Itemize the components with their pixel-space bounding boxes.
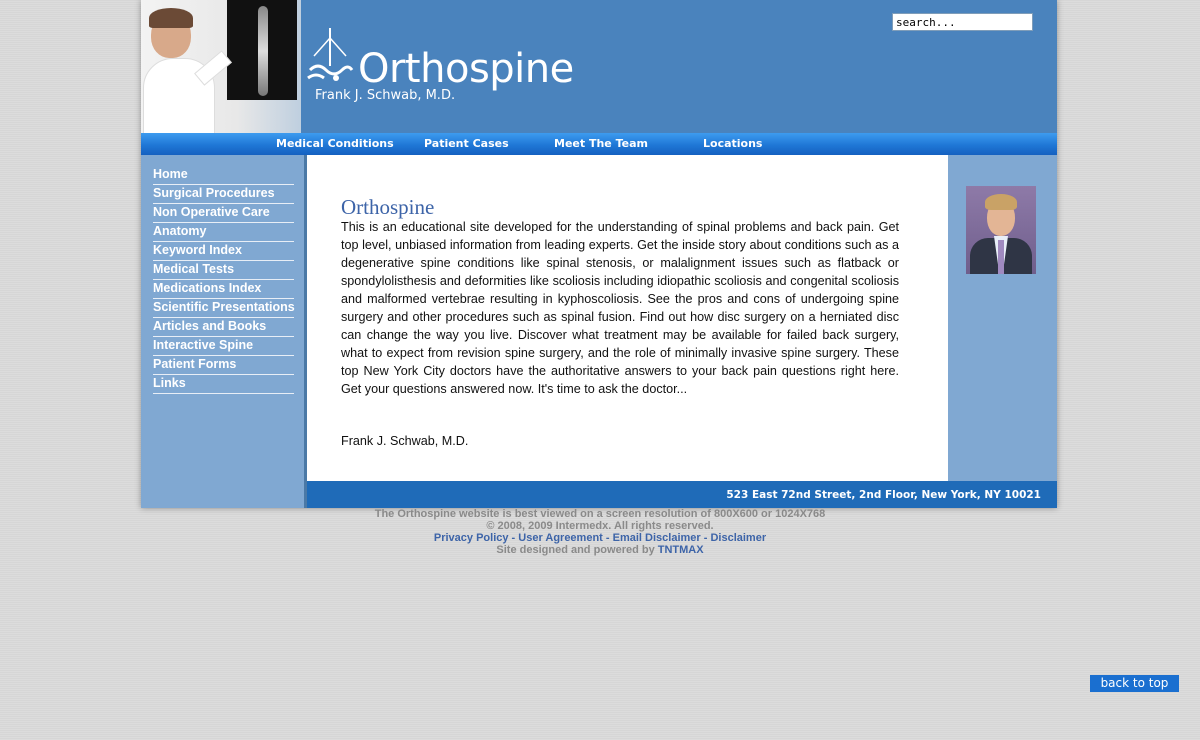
- sidebar-item-articles-and-books[interactable]: Articles and Books: [153, 318, 294, 337]
- powered-by-text: Site designed and powered by: [496, 544, 655, 556]
- page-wrapper: [141, 0, 1057, 508]
- sidebar: [141, 155, 304, 508]
- address-text: 523 East 72nd Street, 2nd Floor, New York, NY 10021: [726, 489, 1041, 501]
- sidebar-item-anatomy[interactable]: Anatomy: [153, 223, 294, 242]
- sidebar-item-patient-forms[interactable]: Patient Forms: [153, 356, 294, 375]
- right-column: [948, 155, 1057, 481]
- footer-links: [0, 532, 1200, 544]
- main-content: [307, 155, 948, 481]
- sidebar-item-medications-index[interactable]: Medications Index: [153, 280, 294, 299]
- page-title: Orthospine: [341, 195, 435, 219]
- powered-by: [0, 544, 1200, 556]
- copyright: © 2008, 2009 Intermedx. All rights reserved.: [486, 520, 714, 532]
- nav-locations[interactable]: Locations: [703, 137, 763, 150]
- privacy-policy-link[interactable]: Privacy Policy: [433, 532, 509, 544]
- user-agreement-link[interactable]: User Agreement: [518, 532, 603, 544]
- footer-link-separator: -: [508, 532, 519, 544]
- top-navigation: [141, 133, 1057, 155]
- address-bar: [307, 481, 1057, 508]
- nav-patient-cases[interactable]: Patient Cases: [424, 137, 509, 150]
- email-disclaimer-link[interactable]: Email Disclaimer: [612, 532, 701, 544]
- sidebar-item-medical-tests[interactable]: Medical Tests: [153, 261, 294, 280]
- sidebar-item-links[interactable]: Links: [153, 375, 294, 394]
- logo-text: Orthospine: [358, 46, 574, 92]
- sidebar-item-scientific-presentations[interactable]: Scientific Presentations: [153, 299, 294, 318]
- site-footer: [0, 508, 1200, 556]
- nav-meet-the-team[interactable]: Meet The Team: [554, 137, 648, 150]
- back-to-top-button[interactable]: back to top: [1090, 675, 1179, 692]
- disclaimer-link[interactable]: Disclaimer: [710, 532, 767, 544]
- footer-link-separator: -: [700, 532, 711, 544]
- logo-mark-icon: [306, 26, 354, 86]
- resolution-note: The Orthospine website is best viewed on a screen resolution of 800X600 or 1024X768: [374, 508, 826, 520]
- header: [141, 0, 1057, 133]
- sidebar-item-non-operative-care[interactable]: Non Operative Care: [153, 204, 294, 223]
- sidebar-item-keyword-index[interactable]: Keyword Index: [153, 242, 294, 261]
- signature: Frank J. Schwab, M.D.: [341, 434, 469, 448]
- doctor-portrait: [966, 186, 1036, 274]
- sidebar-item-interactive-spine[interactable]: Interactive Spine: [153, 337, 294, 356]
- nav-medical-conditions[interactable]: Medical Conditions: [276, 137, 394, 150]
- sidebar-item-home[interactable]: Home: [153, 166, 294, 185]
- search-input[interactable]: [892, 13, 1033, 31]
- footer-link-separator: -: [602, 532, 613, 544]
- tntmax-link[interactable]: TNTMAX: [657, 544, 704, 556]
- header-doctor-xray-image: [141, 0, 301, 133]
- logo-subtitle: Frank J. Schwab, M.D.: [315, 88, 456, 103]
- intro-paragraph: This is an educational site developed for the understanding of spinal problems and back pain. Get top level, unbiased information from leading experts. Get the inside story about conditions such as a degenerative spine conditions like spinal stenosis, or malalignment issues such as flatback or spondylolisthesis and deformities like scoliosis including idiopathic scoliosis and congenital scoliosis and malformed vertebrae resulting in kyphoscoliosis. See the pros and cons of undergoing spine surgery and other procedures such as spinal fusion. Find out how disc surgery on a herniated disc can change the way you live. Discover what treatment may be available for failed back surgery, what to expect from revision spine surgery, and the role of minimally invasive spine surgery. These top New York City doctors have the authoritative answers to your back pain questions right here. Get your questions answered now. It's time to ask the doctor...: [341, 220, 899, 396]
- sidebar-item-surgical-procedures[interactable]: Surgical Procedures: [153, 185, 294, 204]
